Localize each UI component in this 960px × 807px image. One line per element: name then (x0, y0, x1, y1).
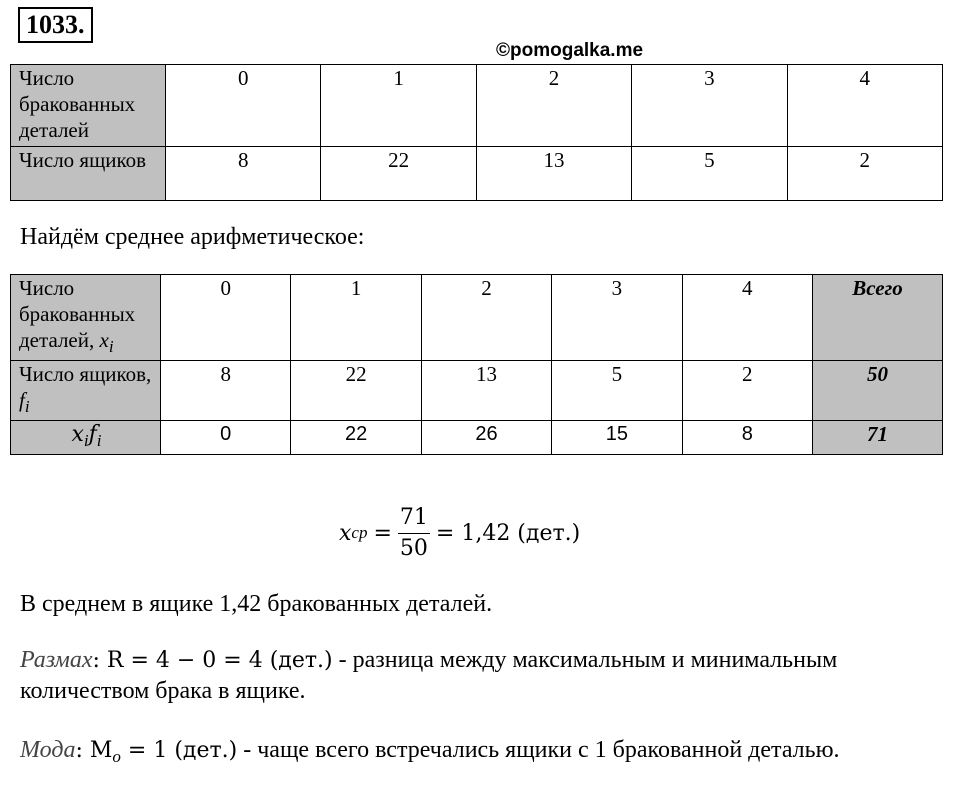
table-cell: 5 (552, 361, 682, 421)
row-header-f-label: Число ящиков, (19, 362, 152, 386)
table-row (11, 65, 943, 147)
mode-formula-prefix: : M (75, 738, 113, 763)
f-subscript: i (24, 397, 30, 416)
f-symbol: f (19, 388, 25, 412)
xf-symbol-x: x (71, 422, 84, 447)
range-paragraph (20, 645, 940, 706)
range-term: Размах (20, 647, 93, 673)
watermark: ©pomogalka.me (496, 40, 644, 61)
row-header-boxes: Число ящиков (11, 147, 166, 201)
range-text: - разница между максимальным и минимальным количеством брака в ящике. (20, 647, 838, 704)
table-cell: 22 (291, 361, 421, 421)
total-header: Всего (813, 275, 943, 361)
frequency-table (10, 64, 943, 201)
formula-fraction (398, 503, 430, 564)
table-cell: 22 (321, 147, 476, 201)
xf-sub-x: i (83, 431, 89, 450)
formula-equals: = (373, 520, 392, 546)
table-cell: 15 (552, 421, 682, 455)
x-symbol: x (99, 328, 109, 352)
xf-total: 71 (813, 421, 943, 455)
range-formula: : R = 4 − 0 = 4 (дет.) (92, 648, 333, 673)
table-cell: 0 (161, 275, 291, 361)
table-cell: 4 (682, 275, 812, 361)
table-row (11, 147, 943, 201)
row-header-x (11, 275, 161, 361)
table-cell: 2 (682, 361, 812, 421)
formula-numerator: 71 (398, 503, 430, 534)
table-cell: 5 (632, 147, 787, 201)
problem-number: 1033. (18, 7, 93, 43)
table-cell: 22 (291, 421, 421, 455)
row-header-x-label: Число бракованных деталей, (19, 276, 136, 352)
xf-symbol-f: f (88, 422, 97, 447)
table-cell: 2 (787, 147, 942, 201)
average-text: В среднем в ящике 1,42 бракованных деталей. (20, 591, 493, 617)
table-cell: 2 (421, 275, 551, 361)
row-header-f (11, 361, 161, 421)
xf-sub-f: i (96, 431, 102, 450)
row-header-xf (11, 421, 161, 455)
mode-text: - чаще всего встречались ящики с 1 бракованной деталью. (237, 737, 840, 763)
f-total: 50 (813, 361, 943, 421)
table-cell: 8 (166, 147, 321, 201)
formula-denominator: 50 (399, 535, 428, 561)
table-cell: 13 (476, 147, 631, 201)
mean-formula (339, 498, 580, 568)
computation-table (10, 274, 943, 455)
formula-lhs-sub: cp (351, 523, 368, 542)
table-cell: 8 (161, 361, 291, 421)
table-cell: 8 (682, 421, 812, 455)
table-cell: 0 (161, 421, 291, 455)
table-row (11, 361, 943, 421)
table-row (11, 275, 943, 361)
x-subscript: i (108, 337, 114, 356)
table-cell: 1 (291, 275, 421, 361)
table-cell: 0 (166, 65, 321, 147)
table-cell: 2 (476, 65, 631, 147)
table-cell: 3 (552, 275, 682, 361)
row-header-defective: Число бракованных деталей (11, 65, 166, 147)
mode-term: Мода (20, 737, 76, 763)
table-cell: 1 (321, 65, 476, 147)
table-cell: 13 (421, 361, 551, 421)
table-cell: 26 (421, 421, 551, 455)
mode-paragraph (20, 735, 940, 772)
mode-formula-rest: = 1 (дет.) (120, 738, 238, 763)
formula-lhs: x (339, 520, 352, 546)
table-cell: 4 (787, 65, 942, 147)
intro-text: Найдём среднее арифметическое: (20, 224, 365, 250)
table-row (11, 421, 943, 455)
formula-result: = 1,42 (дет.) (435, 520, 581, 546)
mode-formula-sub: o (112, 747, 121, 766)
table-cell: 3 (632, 65, 787, 147)
